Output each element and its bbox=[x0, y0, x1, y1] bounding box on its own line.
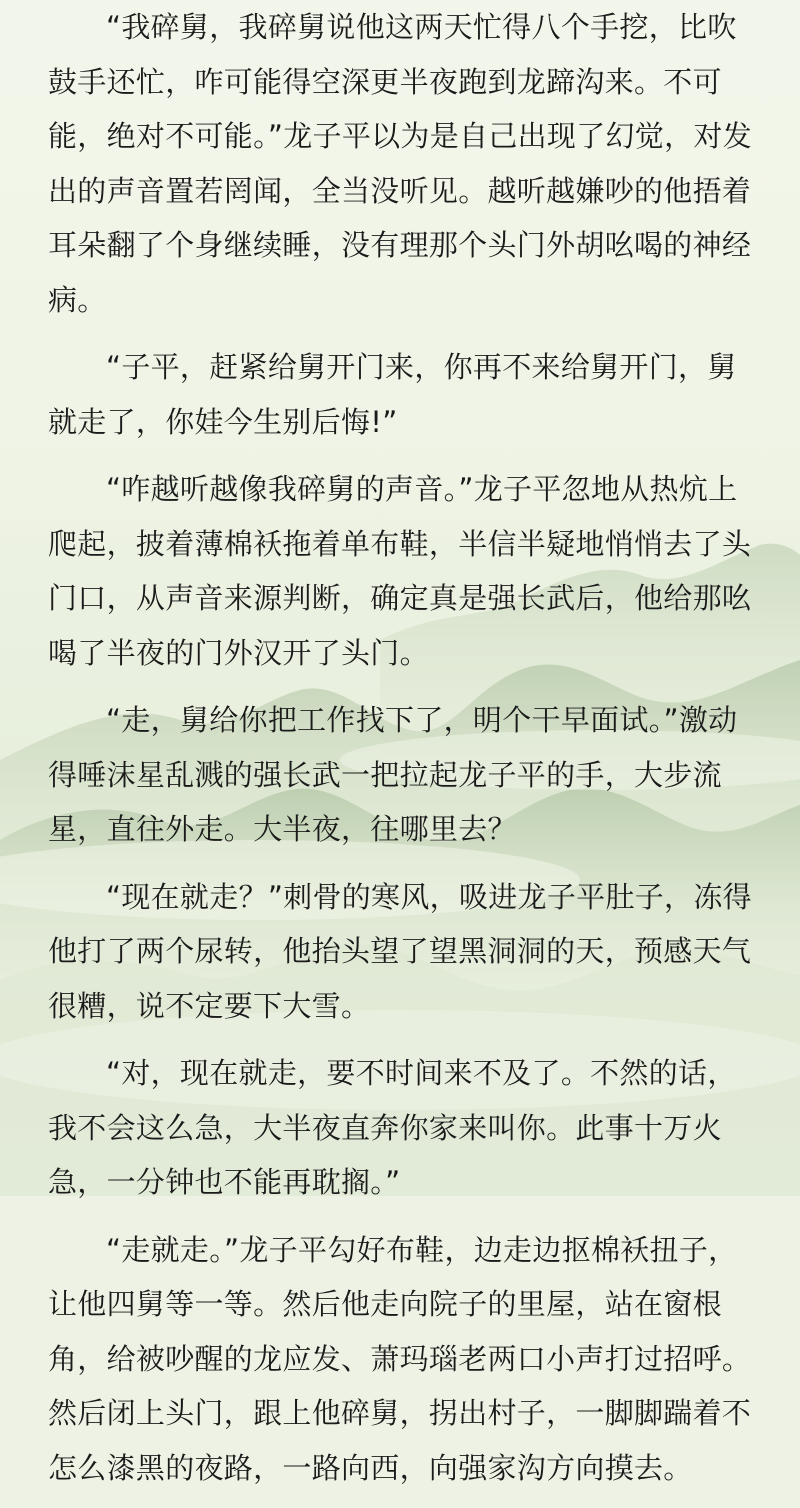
paragraph: “现在就走？”刺骨的寒风，吸进龙子平肚子，冻得他打了两个尿转，他抬头望了望黑洞洞的天，预感天气很糟，说不定要下大雪。 bbox=[48, 879, 752, 1023]
paragraph: “走就走。”龙子平勾好布鞋，边走边抠棉袄扭子，让他四舅等一等。然后他走向院子的里屋，站在窗根角，给被吵醒的龙应发、萧玛瑙老两口小声打过招呼。然后闭上头门，跟上他碎舅，拐出村子，一脚脚踹着不怎么漆黑的夜路，一路向西，向强家沟方向摸去。 bbox=[48, 1232, 752, 1485]
paragraph: “走，舅给你把工作找下了，明个干早面试。”激动得唾沫星乱溅的强长武一把拉起龙子平的手，大步流星，直往外走。大半夜，往哪里去？ bbox=[48, 703, 738, 846]
paragraph: “对，现在就走，要不时间来不及了。不然的话，我不会这么急，大半夜直奔你家来叫你。此事十万火急，一分钟也不能再耽搁。” bbox=[48, 1056, 737, 1199]
paragraph: “子平，赶紧给舅开门来，你再不来给舅开门，舅就走了，你娃今生别后悔!” bbox=[48, 350, 737, 439]
paragraph: “我碎舅，我碎舅说他这两天忙得八个手挖，比吹鼓手还忙，咋可能得空深更半夜跑到龙蹄沟来。不可能，绝对不可能。”龙子平以为是自己出现了幻觉，对发出的声音置若罔闻，全当没听见。越听越嫌吵的他捂着耳朵翻了个身继续睡，没有理那个头门外胡吆喝的神经病。 bbox=[48, 10, 753, 317]
chapter-text bbox=[48, 0, 760, 1508]
paragraph: “咋越听越像我碎舅的声音。”龙子平忽地从热炕上爬起，披着薄棉袄拖着单布鞋，半信半疑地悄悄去了头门口，从声音来源判断，确定真是强长武后，他给那吆喝了半夜的门外汉开了头门。 bbox=[48, 472, 752, 670]
